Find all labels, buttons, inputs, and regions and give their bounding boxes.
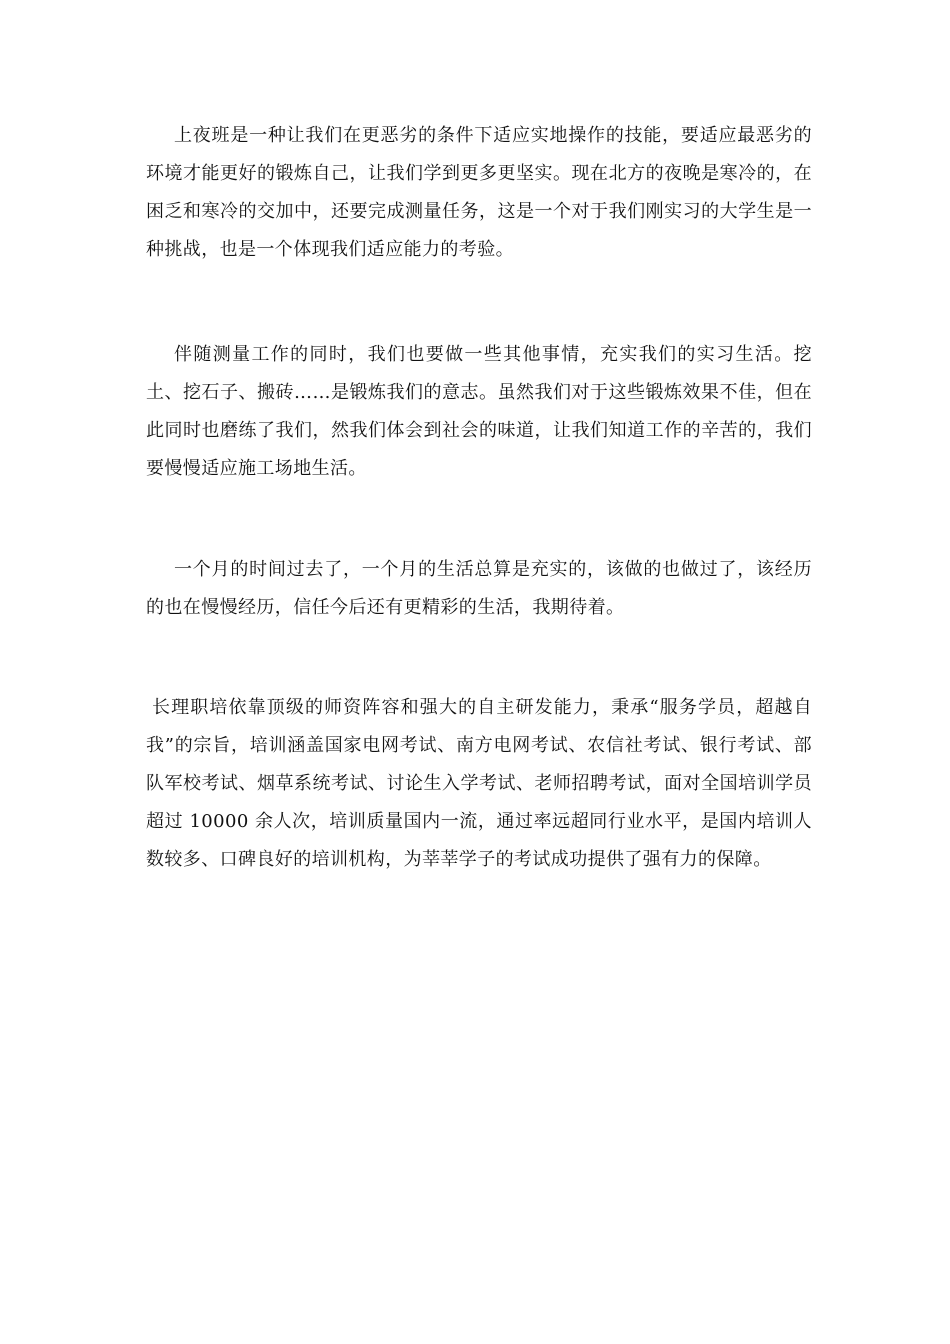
paragraph-month-summary: 一个月的时间过去了，一个月的生活总算是充实的，该做的也做过了，该经历的也在慢慢经历，信任今后还有更精彩的生活，我期待着。 <box>146 559 812 618</box>
paragraph-other-work: 伴随测量工作的同时，我们也要做一些其他事情，充实我们的实习生活。挖土、挖石子、搬砖……是锻炼我们的意志。虽然我们对于这些锻炼效果不佳，但在此同时也磨练了我们，然我们体会到社会的味道，让我们知道工作的辛苦的，我们要慢慢适应施工场地生活。 <box>146 344 812 479</box>
paragraph-training-ad: 长理职培依靠顶级的师资阵容和强大的自主研发能力，秉承“服务学员，超越自我”的宗旨，培训涵盖国家电网考试、南方电网考试、农信社考试、银行考试、部队军校考试、烟草系统考试、讨论生入学考试、老师招聘考试，面对全国培训学员超过 10000 余人次，培训质量国内一流，通过率远超同行业水平，是国内培训人数较多、口碑良好的培训机构，为莘莘学子的考试成功提供了强有力的保障。 <box>146 697 812 870</box>
paragraph-night-shift: 上夜班是一种让我们在更恶劣的条件下适应实地操作的技能，要适应最恶劣的环境才能更好的锻炼自己，让我们学到更多更坚实。现在北方的夜晚是寒冷的，在困乏和寒冷的交加中，还要完成测量任务，这是一个对于我们刚实习的大学生是一种挑战，也是一个体现我们适应能力的考验。 <box>146 125 812 260</box>
